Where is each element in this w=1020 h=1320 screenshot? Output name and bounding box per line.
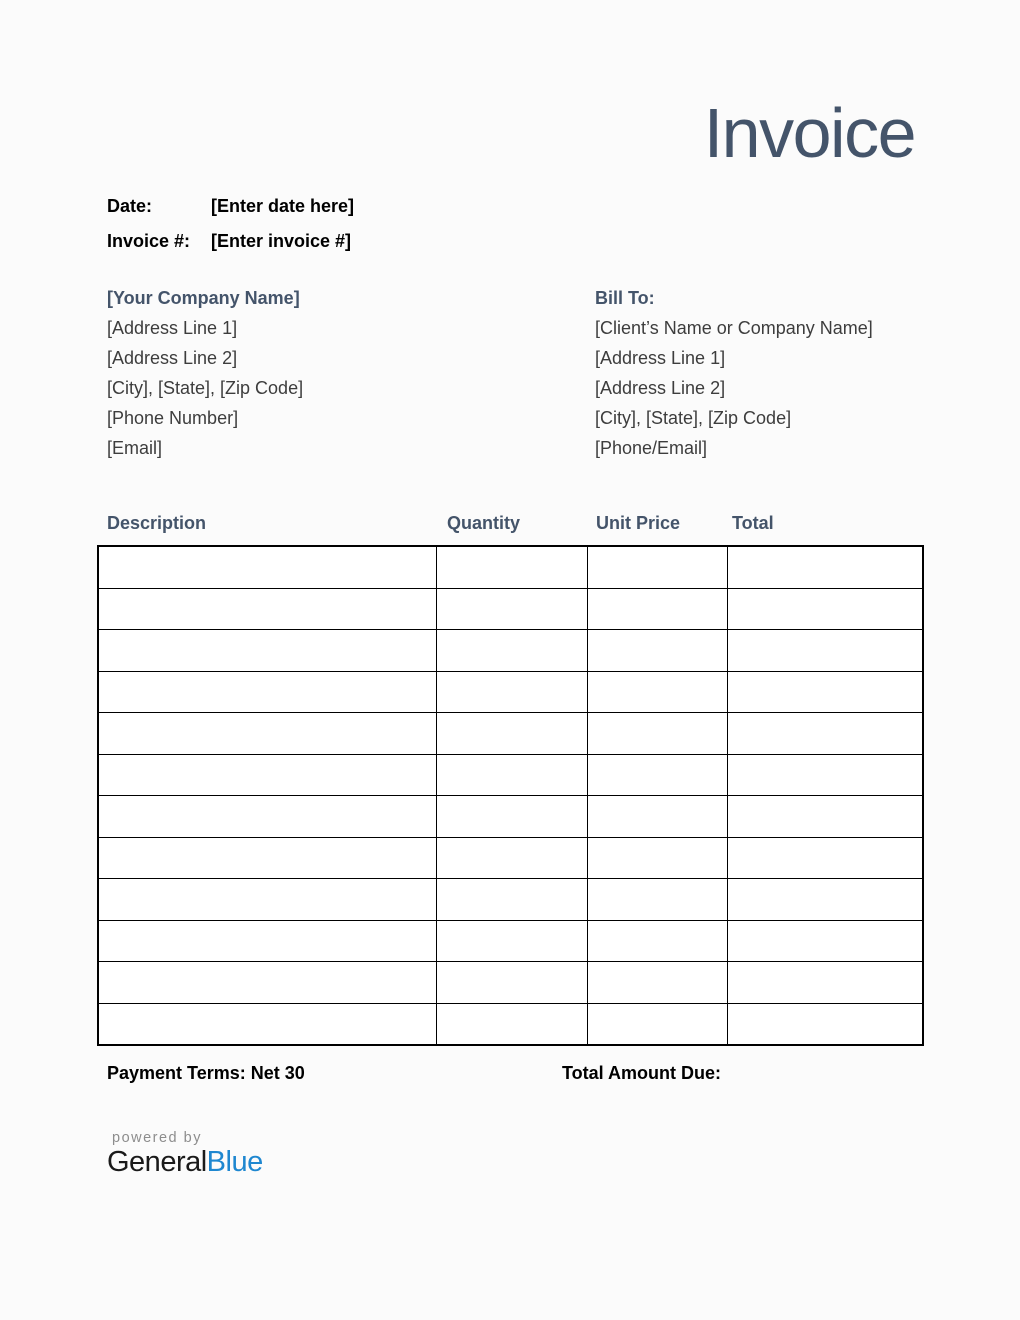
invoice-number-value: [Enter invoice #]: [211, 231, 352, 251]
table-cell: [727, 879, 923, 921]
table-cell: [587, 630, 727, 672]
table-cell: [436, 962, 587, 1004]
table-column-headers: [97, 513, 922, 541]
bill-to-label: Bill To:: [595, 288, 655, 308]
table-cell: [727, 546, 923, 588]
table-cell: [436, 630, 587, 672]
table-cell: [587, 671, 727, 713]
company-address-line-1: [Address Line 1]: [107, 318, 238, 338]
table-cell: [727, 630, 923, 672]
table-cell: [587, 754, 727, 796]
table-cell: [98, 546, 436, 588]
table-cell: [98, 713, 436, 755]
client-phone-email: [Phone/Email]: [595, 438, 708, 458]
table-cell: [436, 920, 587, 962]
brand-logo: [107, 1130, 263, 1179]
date-row: [107, 195, 354, 230]
column-header-unit-price: Unit Price: [596, 513, 681, 533]
table-cell: [587, 879, 727, 921]
table-cell: [727, 837, 923, 879]
table-cell: [98, 671, 436, 713]
invoice-line-items-table: [97, 545, 924, 1046]
table-row: [98, 837, 923, 879]
column-header-quantity: Quantity: [447, 513, 521, 533]
company-city-state-zip: [City], [State], [Zip Code]: [107, 378, 304, 398]
table-cell: [98, 754, 436, 796]
table-row: [98, 962, 923, 1004]
table-cell: [727, 1003, 923, 1045]
table-cell: [587, 713, 727, 755]
bill-to-block: [595, 283, 873, 463]
table-cell: [436, 796, 587, 838]
table-cell: [436, 546, 587, 588]
table-cell: [98, 630, 436, 672]
table-cell: [436, 713, 587, 755]
page-title: Invoice: [703, 94, 915, 172]
client-address-line-1: [Address Line 1]: [595, 348, 726, 368]
table-cell: [727, 671, 923, 713]
table-row: [98, 920, 923, 962]
column-header-description: Description: [107, 513, 207, 533]
table-cell: [727, 713, 923, 755]
table-cell: [727, 796, 923, 838]
client-city-state-zip: [City], [State], [Zip Code]: [595, 408, 792, 428]
table-cell: [98, 962, 436, 1004]
table-row: [98, 754, 923, 796]
company-phone: [Phone Number]: [107, 408, 239, 428]
invoice-table-body: [98, 546, 923, 1045]
table-cell: [98, 588, 436, 630]
table-row: [98, 796, 923, 838]
table-cell: [587, 546, 727, 588]
date-label: Date:: [107, 196, 153, 216]
company-name: [Your Company Name]: [107, 288, 300, 308]
brand-blue: Blue: [206, 1146, 263, 1178]
date-value: [Enter date here]: [211, 196, 355, 216]
table-cell: [98, 920, 436, 962]
company-block: [107, 283, 303, 463]
table-cell: [436, 837, 587, 879]
table-cell: [587, 796, 727, 838]
client-address-line-2: [Address Line 2]: [595, 378, 726, 398]
column-header-total: Total: [732, 513, 774, 533]
table-cell: [727, 588, 923, 630]
table-cell: [587, 837, 727, 879]
company-email: [Email]: [107, 438, 163, 458]
invoice-meta: [107, 195, 354, 265]
table-cell: [436, 1003, 587, 1045]
powered-by-text: powered by: [112, 1130, 202, 1146]
table-cell: [436, 879, 587, 921]
table-cell: [587, 588, 727, 630]
table-row: [98, 713, 923, 755]
table-cell: [98, 1003, 436, 1045]
table-cell: [727, 920, 923, 962]
total-amount-due-label: Total Amount Due:: [562, 1063, 721, 1083]
brand-wordmark: [107, 1147, 263, 1179]
table-cell: [587, 962, 727, 1004]
table-row: [98, 546, 923, 588]
table-cell: [436, 671, 587, 713]
table-row: [98, 1003, 923, 1045]
table-row: [98, 588, 923, 630]
table-cell: [436, 754, 587, 796]
table-cell: [727, 962, 923, 1004]
brand-general: General: [107, 1146, 207, 1178]
invoice-number-row: [107, 230, 354, 265]
table-cell: [587, 920, 727, 962]
payment-terms: Payment Terms: Net 30: [107, 1063, 305, 1083]
table-cell: [727, 754, 923, 796]
table-row: [98, 879, 923, 921]
client-name: [Client’s Name or Company Name]: [595, 318, 873, 338]
table-cell: [98, 879, 436, 921]
table-cell: [587, 1003, 727, 1045]
table-cell: [98, 796, 436, 838]
table-cell: [436, 588, 587, 630]
invoice-number-label: Invoice #:: [107, 231, 191, 251]
table-row: [98, 630, 923, 672]
company-address-line-2: [Address Line 2]: [107, 348, 238, 368]
table-cell: [98, 837, 436, 879]
table-row: [98, 671, 923, 713]
